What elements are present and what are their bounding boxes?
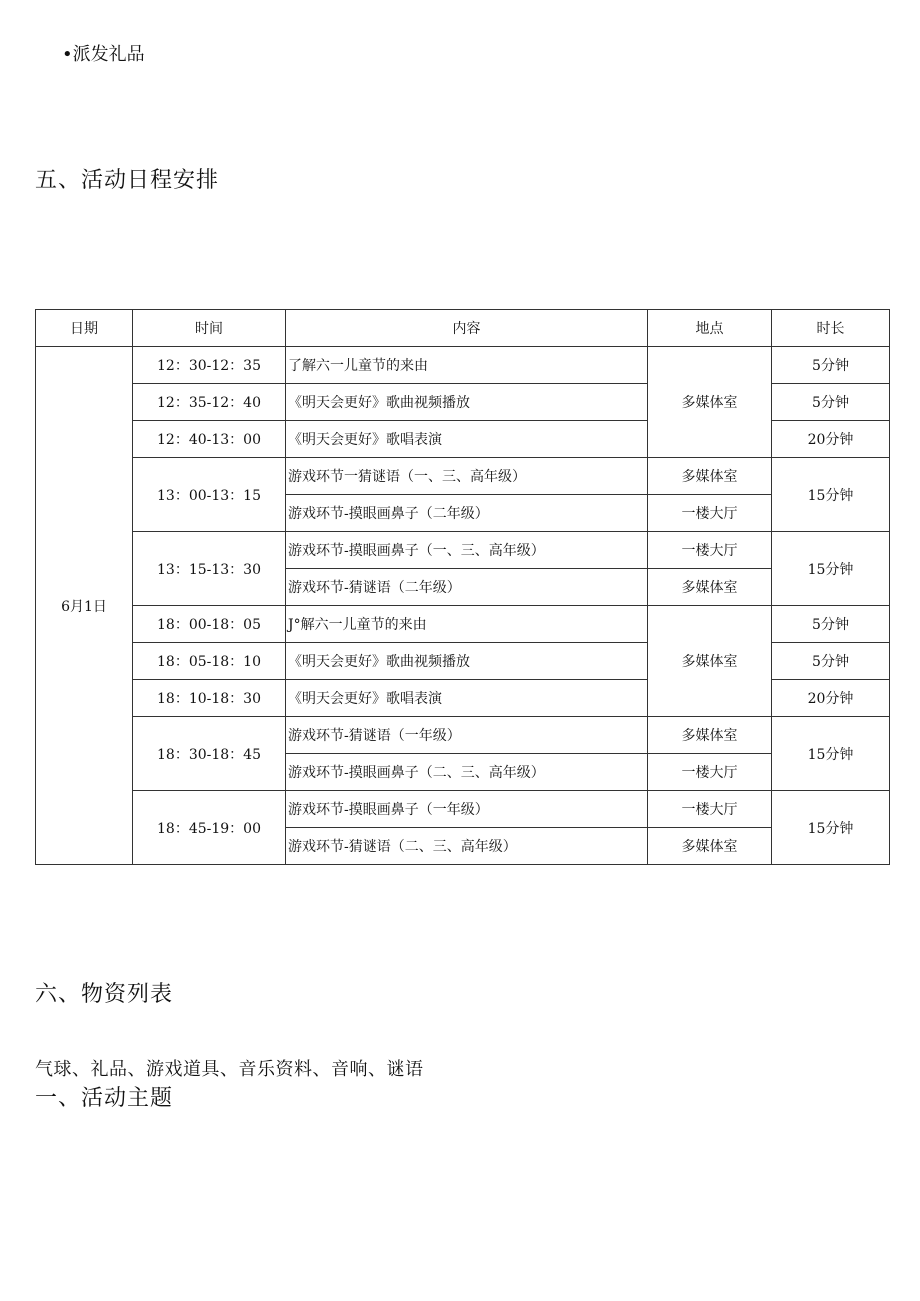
date-cell: 6月1日 <box>36 347 133 865</box>
table-row <box>36 791 890 828</box>
content-cell: 游戏环节-摸眼画鼻子（二年级） <box>286 495 648 532</box>
duration-cell: 5分钟 <box>772 606 890 643</box>
content-cell: 游戏环节-猜谜语（二、三、高年级） <box>286 828 648 865</box>
location-cell: 多媒体室 <box>648 717 772 754</box>
time-cell: 12：30-12：35 <box>133 347 286 384</box>
time-cell: 13：15-13：30 <box>133 532 286 606</box>
time-cell: 18：00-18：05 <box>133 606 286 643</box>
table-row <box>36 717 890 754</box>
table-row <box>36 532 890 569</box>
time-cell: 18：30-18：45 <box>133 717 286 791</box>
materials-list: 气球、礼品、游戏道具、音乐资料、音响、谜语 <box>35 1059 424 1080</box>
table-row <box>36 347 890 384</box>
location-cell: 多媒体室 <box>648 347 772 458</box>
duration-cell: 5分钟 <box>772 384 890 421</box>
header-content: 内容 <box>286 310 648 347</box>
header-location: 地点 <box>648 310 772 347</box>
duration-cell: 20分钟 <box>772 421 890 458</box>
location-cell: 多媒体室 <box>648 458 772 495</box>
schedule-table <box>35 309 890 865</box>
time-cell: 12：35-12：40 <box>133 384 286 421</box>
table-header-row <box>36 310 890 347</box>
location-cell: 多媒体室 <box>648 569 772 606</box>
bullet-marker: • <box>62 44 73 65</box>
header-time: 时间 <box>133 310 286 347</box>
content-cell: 游戏环节-猜谜语（一年级） <box>286 717 648 754</box>
time-cell: 18：45-19：00 <box>133 791 286 865</box>
table-row <box>36 606 890 643</box>
content-cell: J°解六一儿童节的来由 <box>286 606 648 643</box>
bullet-item <box>62 40 145 66</box>
location-cell: 多媒体室 <box>648 606 772 717</box>
content-cell: 了解六一儿童节的来由 <box>286 347 648 384</box>
table-row <box>36 458 890 495</box>
location-cell: 一楼大厅 <box>648 495 772 532</box>
time-cell: 13：00-13：15 <box>133 458 286 532</box>
section-6-heading: 六、物资列表 <box>35 982 174 1007</box>
content-cell: 《明天会更好》歌唱表演 <box>286 680 648 717</box>
duration-cell: 5分钟 <box>772 643 890 680</box>
location-cell: 多媒体室 <box>648 828 772 865</box>
content-cell: 《明天会更好》歌曲视频播放 <box>286 643 648 680</box>
duration-cell: 15分钟 <box>772 791 890 865</box>
duration-cell: 20分钟 <box>772 680 890 717</box>
content-cell: 游戏环节-摸眼画鼻子（二、三、高年级） <box>286 754 648 791</box>
content-cell: 游戏环节-猜谜语（二年级） <box>286 569 648 606</box>
duration-cell: 15分钟 <box>772 532 890 606</box>
location-cell: 一楼大厅 <box>648 754 772 791</box>
header-duration: 时长 <box>772 310 890 347</box>
time-cell: 18：05-18：10 <box>133 643 286 680</box>
section-1-heading: 一、活动主题 <box>35 1086 174 1111</box>
time-cell: 12：40-13：00 <box>133 421 286 458</box>
content-cell: 《明天会更好》歌曲视频播放 <box>286 384 648 421</box>
content-cell: 游戏环节一猜谜语（一、三、高年级） <box>286 458 648 495</box>
section-5-heading: 五、活动日程安排 <box>35 168 220 193</box>
duration-cell: 15分钟 <box>772 717 890 791</box>
location-cell: 一楼大厅 <box>648 532 772 569</box>
header-date: 日期 <box>36 310 133 347</box>
content-cell: 《明天会更好》歌唱表演 <box>286 421 648 458</box>
duration-cell: 15分钟 <box>772 458 890 532</box>
content-cell: 游戏环节-摸眼画鼻子（一、三、高年级） <box>286 532 648 569</box>
content-cell: 游戏环节-摸眼画鼻子（一年级） <box>286 791 648 828</box>
location-cell: 一楼大厅 <box>648 791 772 828</box>
bullet-text: 派发礼品 <box>72 44 145 65</box>
time-cell: 18：10-18：30 <box>133 680 286 717</box>
duration-cell: 5分钟 <box>772 347 890 384</box>
